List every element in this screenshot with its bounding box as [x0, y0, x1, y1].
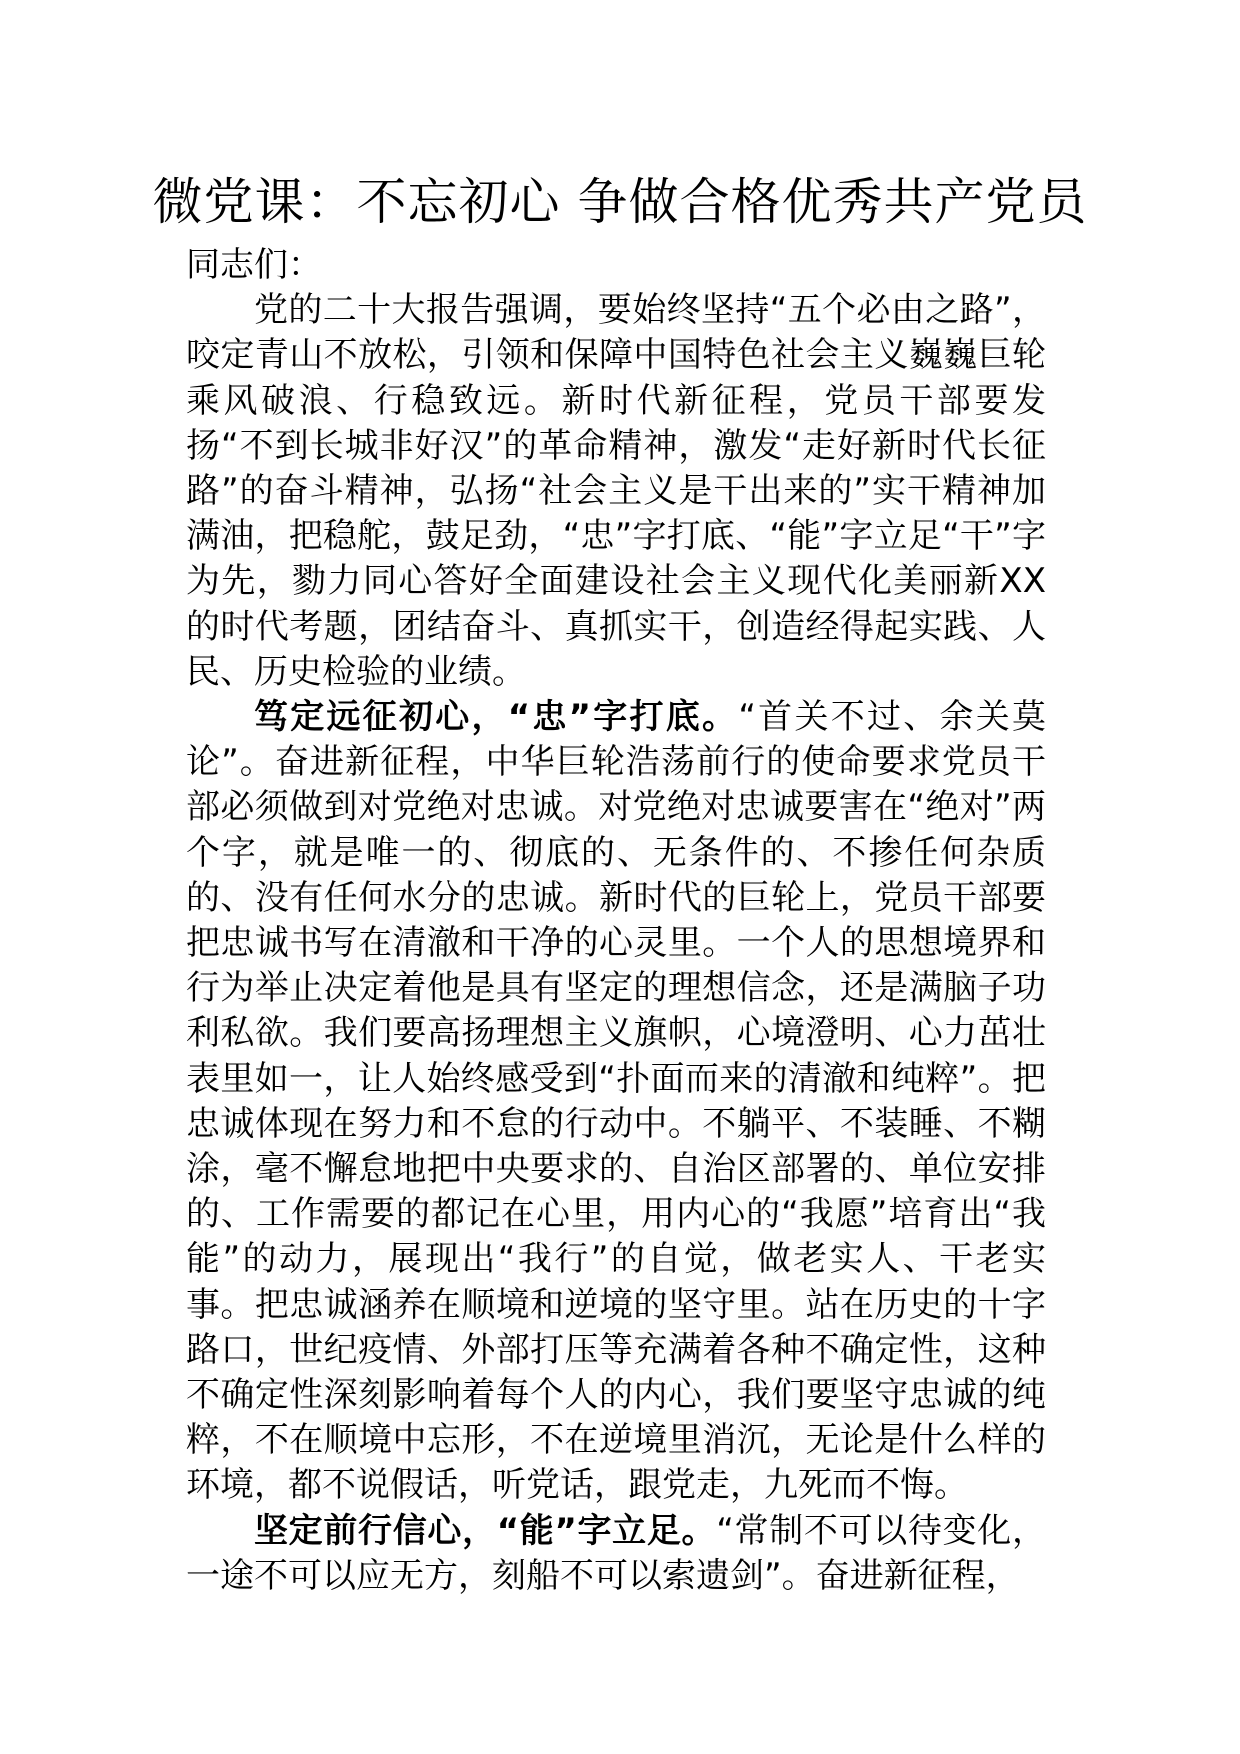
paragraph-ability	[186, 1509, 1046, 1599]
paragraph-text: 党的二十大报告强调，要始终坚持“五个必由之路”，咬定青山不放松，引领和保障中国特色社会主义巍巍巨轮乘风破浪、行稳致远。新时代新征程，党员干部要发扬“不到长城非好汉”的革命精神，激发“走好新时代长征路”的奋斗精神，弘扬“社会主义是干出来的”实干精神加满油，把稳舵，鼓足劲，“忠”字打底、“能”字立足“干”字为先，勠力同心答好全面建设社会主义现代化美丽新XX的时代考题，团结奋斗、真抓实干，创造经得起实践、人民、历史检验的业绩。	[186, 290, 1046, 692]
document-title: 微党课：不忘初心 争做合格优秀共产党员	[152, 173, 1088, 231]
paragraph-loyalty	[186, 695, 1046, 1509]
paragraph-lead: 坚定前行信心，“能”字立足。	[254, 1510, 717, 1551]
paragraph-lead: 笃定远征初心，“忠”字打底。	[254, 697, 739, 738]
document-body	[186, 243, 1046, 1599]
paragraph-intro	[186, 288, 1046, 695]
salutation: 同志们：	[186, 245, 322, 285]
paragraph-text: “首关不过、余关莫论”。奋进新征程，中华巨轮浩荡前行的使命要求党员干部必须做到对党绝对忠诚。对党绝对忠诚要害在“绝对”两个字，就是唯一的、彻底的、无条件的、不掺任何杂质的、没有任何水分的忠诚。新时代的巨轮上，党员干部要把忠诚书写在清澈和干净的心灵里。一个人的思想境界和行为举止决定着他是具有坚定的理想信念，还是满脑子功利私欲。我们要高扬理想主义旗帜，心境澄明、心力茁壮表里如一，让人始终感受到“扑面而来的清澈和纯粹”。把忠诚体现在努力和不怠的行动中。不躺平、不装睡、不糊涂，毫不懈怠地把中央要求的、自治区部署的、单位安排的、工作需要的都记在心里，用内心的“我愿”培育出“我能”的动力，展现出“我行”的自觉，做老实人、干老实事。把忠诚涵养在顺境和逆境的坚守里。站在历史的十字路口，世纪疫情、外部打压等充满着各种不确定性，这种不确定性深刻影响着每个人的内心，我们要坚守忠诚的纯粹，不在顺境中忘形，不在逆境里消沉，无论是什么样的环境，都不说假话，听党话，跟党走，九死而不悔。	[186, 697, 1046, 1506]
paragraph-text: “常制不可以待变化，一途不可以应无方，刻船不可以索遗剑”。奋进新征程，	[186, 1510, 1046, 1596]
